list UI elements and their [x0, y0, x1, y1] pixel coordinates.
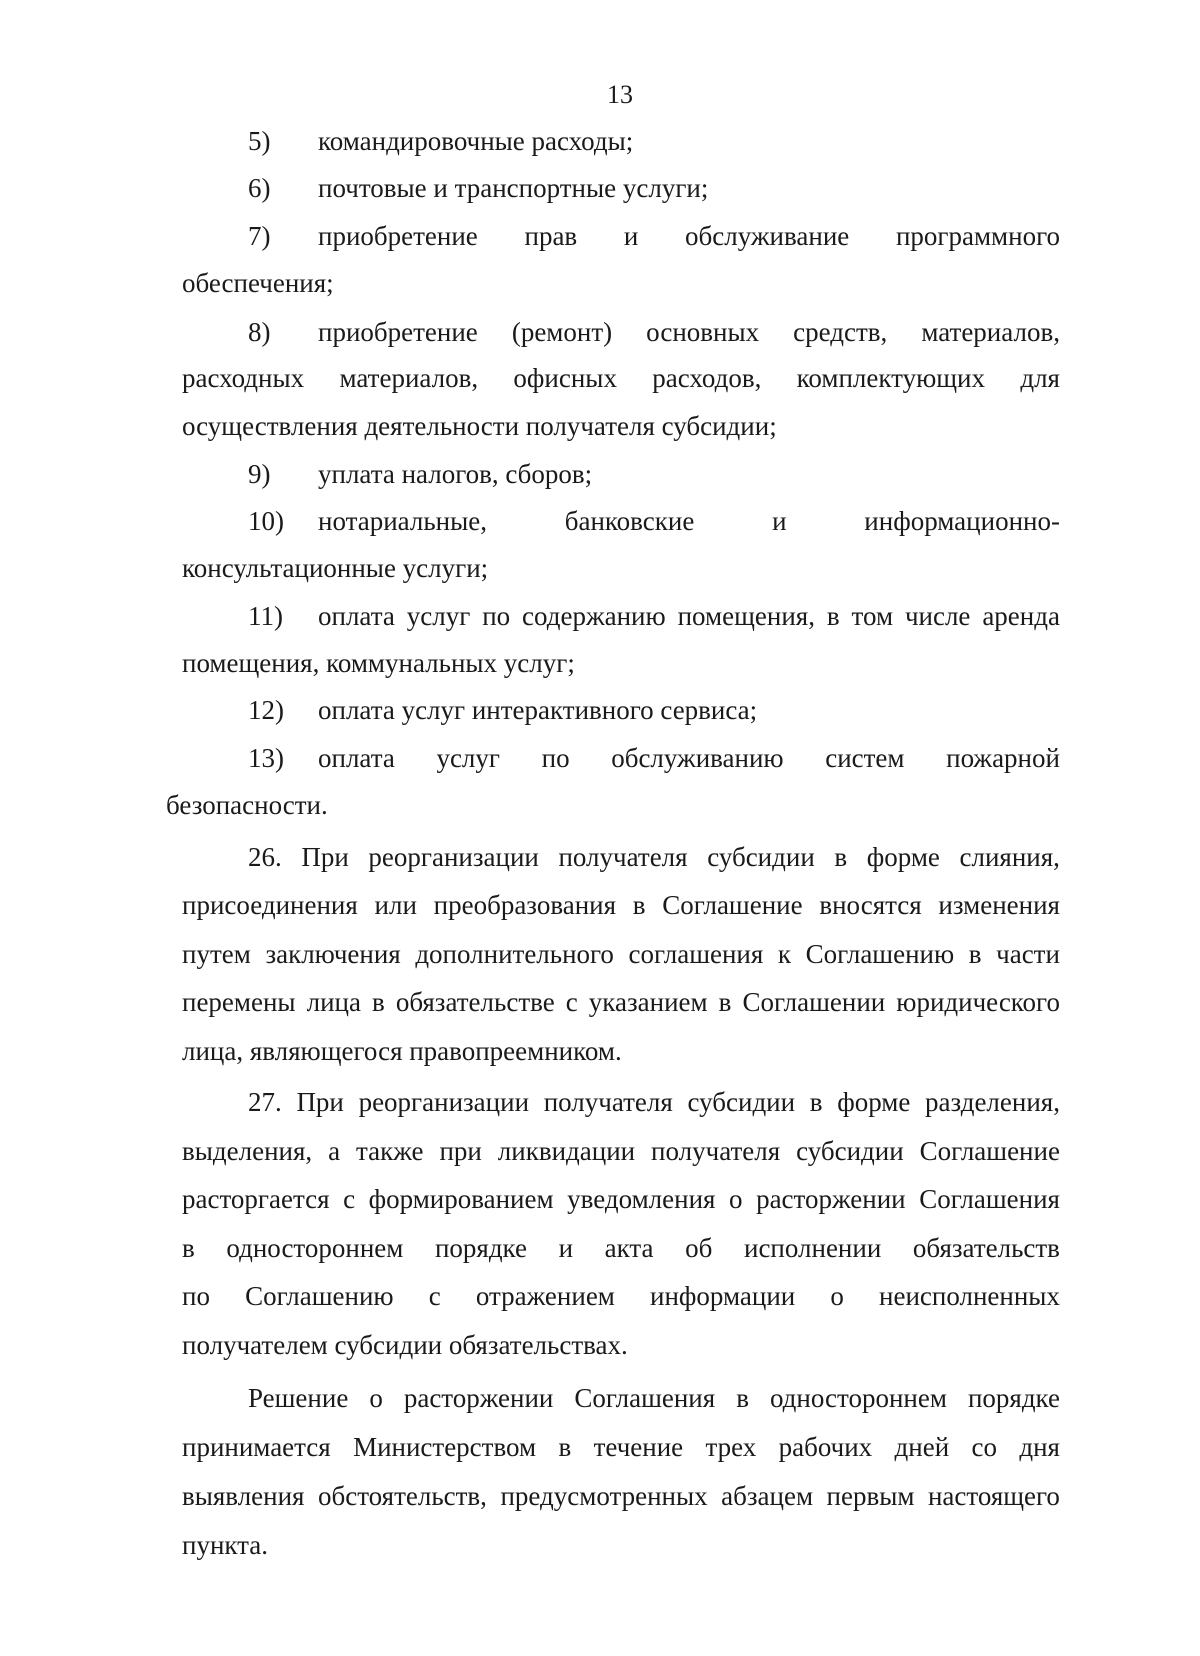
- paragraph-decision-line: принимается Министерством в течение трех рабочих дней со дня: [182, 1432, 1060, 1462]
- list-item-text: командировочные расходы;: [318, 126, 634, 156]
- paragraph-27-line: в одностороннем порядке и акта об исполнении обязательств: [182, 1233, 1060, 1263]
- paragraph-27-line: получателем субсидии обязательствах.: [182, 1330, 628, 1360]
- list-item-continuation: обеспечения;: [182, 268, 334, 298]
- list-item-text: уплата налогов, сборов;: [318, 459, 593, 489]
- list-item-number: 9): [248, 459, 271, 489]
- list-item-number: 7): [248, 221, 271, 251]
- list-item-continuation: консультационные услуги;: [182, 553, 489, 583]
- list-item-continuation: помещения, коммунальных услуг;: [182, 648, 575, 678]
- paragraph-26-line: 26. При реорганизации получателя субсидии в форме слияния,: [248, 842, 1060, 872]
- paragraph-decision-line: выявления обстоятельств, предусмотренных абзацем первым настоящего: [182, 1481, 1060, 1511]
- list-item-text: оплата услуг интерактивного сервиса;: [318, 695, 758, 725]
- list-item-continuation: осуществления деятельности получателя субсидии;: [182, 411, 777, 441]
- list-item-continuation: расходных материалов, офисных расходов, комплектующих для: [182, 363, 1060, 393]
- list-item-number: 11): [248, 601, 283, 631]
- list-item-text: нотариальные, банковские и информационно-: [318, 506, 1060, 536]
- paragraph-26-line: присоединения или преобразования в Соглашение вносятся изменения: [182, 890, 1060, 920]
- paragraph-27-line: по Соглашению с отражением информации о неисполненных: [182, 1281, 1060, 1311]
- list-item-text: приобретение прав и обслуживание программного: [318, 221, 1060, 251]
- list-item-continuation: безопасности.: [166, 790, 328, 820]
- list-item-number: 6): [248, 173, 271, 203]
- paragraph-27-line: расторгается с формированием уведомления о расторжении Соглашения: [182, 1184, 1060, 1214]
- paragraph-27-line: 27. При реорганизации получателя субсидии в форме разделения,: [248, 1087, 1060, 1117]
- list-item-number: 8): [248, 317, 271, 347]
- list-item-text: оплата услуг по содержанию помещения, в том числе аренда: [318, 601, 1060, 631]
- list-item-text: почтовые и транспортные услуги;: [318, 173, 709, 203]
- paragraph-decision-line: пункта.: [182, 1530, 269, 1560]
- list-item-text: приобретение (ремонт) основных средств, материалов,: [318, 317, 1060, 347]
- list-item-number: 13): [248, 743, 284, 773]
- list-item-number: 5): [248, 126, 271, 156]
- list-item-number: 10): [248, 506, 284, 536]
- paragraph-26-line: лица, являющегося правопреемником.: [182, 1036, 622, 1066]
- page-number: 13: [607, 80, 633, 109]
- list-item-number: 12): [248, 695, 284, 725]
- list-item-text: оплата услуг по обслуживанию систем пожарной: [318, 743, 1060, 773]
- paragraph-decision-line: Решение о расторжении Соглашения в одностороннем порядке: [248, 1383, 1060, 1413]
- paragraph-26-line: перемены лица в обязательстве с указанием в Соглашении юридического: [182, 987, 1060, 1017]
- paragraph-27-line: выделения, а также при ликвидации получателя субсидии Соглашение: [182, 1136, 1060, 1166]
- paragraph-26-line: путем заключения дополнительного соглашения к Соглашению в части: [182, 939, 1060, 969]
